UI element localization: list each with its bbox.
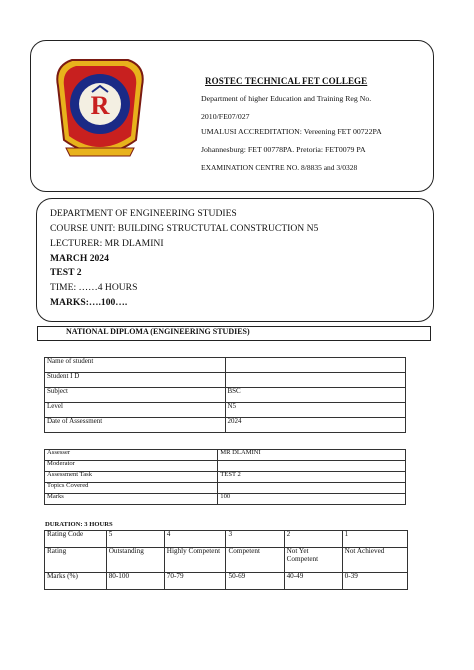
duration-label: DURATION: 3 HOURS <box>45 521 113 528</box>
field-value: 2024 <box>225 418 406 433</box>
course-unit: COURSE UNIT: BUILDING STRUCTUTAL CONSTRUCTION N5 <box>50 223 319 234</box>
rating-code-cell: 3 <box>226 531 284 548</box>
field-value: MR DLAMINI <box>218 450 406 461</box>
umalusi-accreditation: UMALUSI ACCREDITATION: Vereening FET 00722PA <box>201 127 382 136</box>
assessor-details-table <box>44 449 406 505</box>
field-value: 100 <box>218 494 406 505</box>
table-row <box>45 450 406 461</box>
field-label: Assesser <box>45 450 218 461</box>
table-row <box>45 472 406 483</box>
table-row <box>45 373 406 388</box>
field-label: Student I D <box>45 373 226 388</box>
field-label: Date of Assessment <box>45 418 226 433</box>
field-label: Assessment Task <box>45 472 218 483</box>
marks-percent-label: Marks (%) <box>45 573 107 590</box>
field-label: Name of student <box>45 358 226 373</box>
field-value[interactable] <box>225 358 406 373</box>
exam-time: TIME: ……4 HOURS <box>50 282 138 293</box>
svg-text:R: R <box>90 91 110 120</box>
exam-centre: EXAMINATION CENTRE NO. 8/8835 and 3/0328 <box>201 163 358 172</box>
rating-cell: Not Achieved <box>342 548 407 573</box>
student-details-table <box>44 357 406 433</box>
table-row <box>45 461 406 472</box>
table-row <box>45 531 408 548</box>
field-value: TEST 2 <box>218 472 406 483</box>
table-row <box>45 548 408 573</box>
rating-table <box>44 530 408 590</box>
rating-code-cell: 5 <box>106 531 164 548</box>
rating-code-cell: 2 <box>284 531 342 548</box>
marks-range-cell: 40-49 <box>284 573 342 590</box>
table-row <box>45 388 406 403</box>
rating-code-cell: 1 <box>342 531 407 548</box>
field-value[interactable] <box>218 461 406 472</box>
registration-number: 2010/FE07/027 <box>201 112 250 121</box>
field-value: N5 <box>225 403 406 418</box>
national-diploma-title: NATIONAL DIPLOMA (ENGINEERING STUDIES) <box>66 327 250 336</box>
field-value: BSC <box>225 388 406 403</box>
table-row <box>45 494 406 505</box>
rating-code-cell: 4 <box>164 531 226 548</box>
marks-range-cell: 80-100 <box>106 573 164 590</box>
field-label: Moderator <box>45 461 218 472</box>
field-label: Topics Covered <box>45 483 218 494</box>
rating-cell: Not Yet Competent <box>284 548 342 573</box>
field-label: Subject <box>45 388 226 403</box>
table-row <box>45 358 406 373</box>
department-title: DEPARTMENT OF ENGINEERING STUDIES <box>50 208 237 219</box>
field-value[interactable] <box>225 373 406 388</box>
marks-range-cell: 0-39 <box>342 573 407 590</box>
field-label: Level <box>45 403 226 418</box>
rating-cell: Competent <box>226 548 284 573</box>
college-logo-icon <box>52 56 148 164</box>
rating-code-label: Rating Code <box>45 531 107 548</box>
table-row <box>45 418 406 433</box>
marks-range-cell: 50-69 <box>226 573 284 590</box>
table-row <box>45 403 406 418</box>
college-name: ROSTEC TECHNICAL FET COLLEGE <box>205 76 368 86</box>
campus-accreditation: Johannesburg: FET 00778PA. Pretoria: FET0079 PA <box>201 145 366 154</box>
test-name: TEST 2 <box>50 267 82 278</box>
rating-cell: Outstanding <box>106 548 164 573</box>
field-label: Marks <box>45 494 218 505</box>
registration-line: Department of higher Education and Training Reg No. <box>201 94 372 103</box>
field-value[interactable] <box>218 483 406 494</box>
rating-label: Rating <box>45 548 107 573</box>
rating-cell: Highly Competent <box>164 548 226 573</box>
table-row <box>45 483 406 494</box>
lecturer: LECTURER: MR DLAMINI <box>50 238 164 249</box>
marks-range-cell: 70-79 <box>164 573 226 590</box>
exam-marks: MARKS:….100…. <box>50 297 128 308</box>
table-row <box>45 573 408 590</box>
exam-date: MARCH 2024 <box>50 253 109 264</box>
